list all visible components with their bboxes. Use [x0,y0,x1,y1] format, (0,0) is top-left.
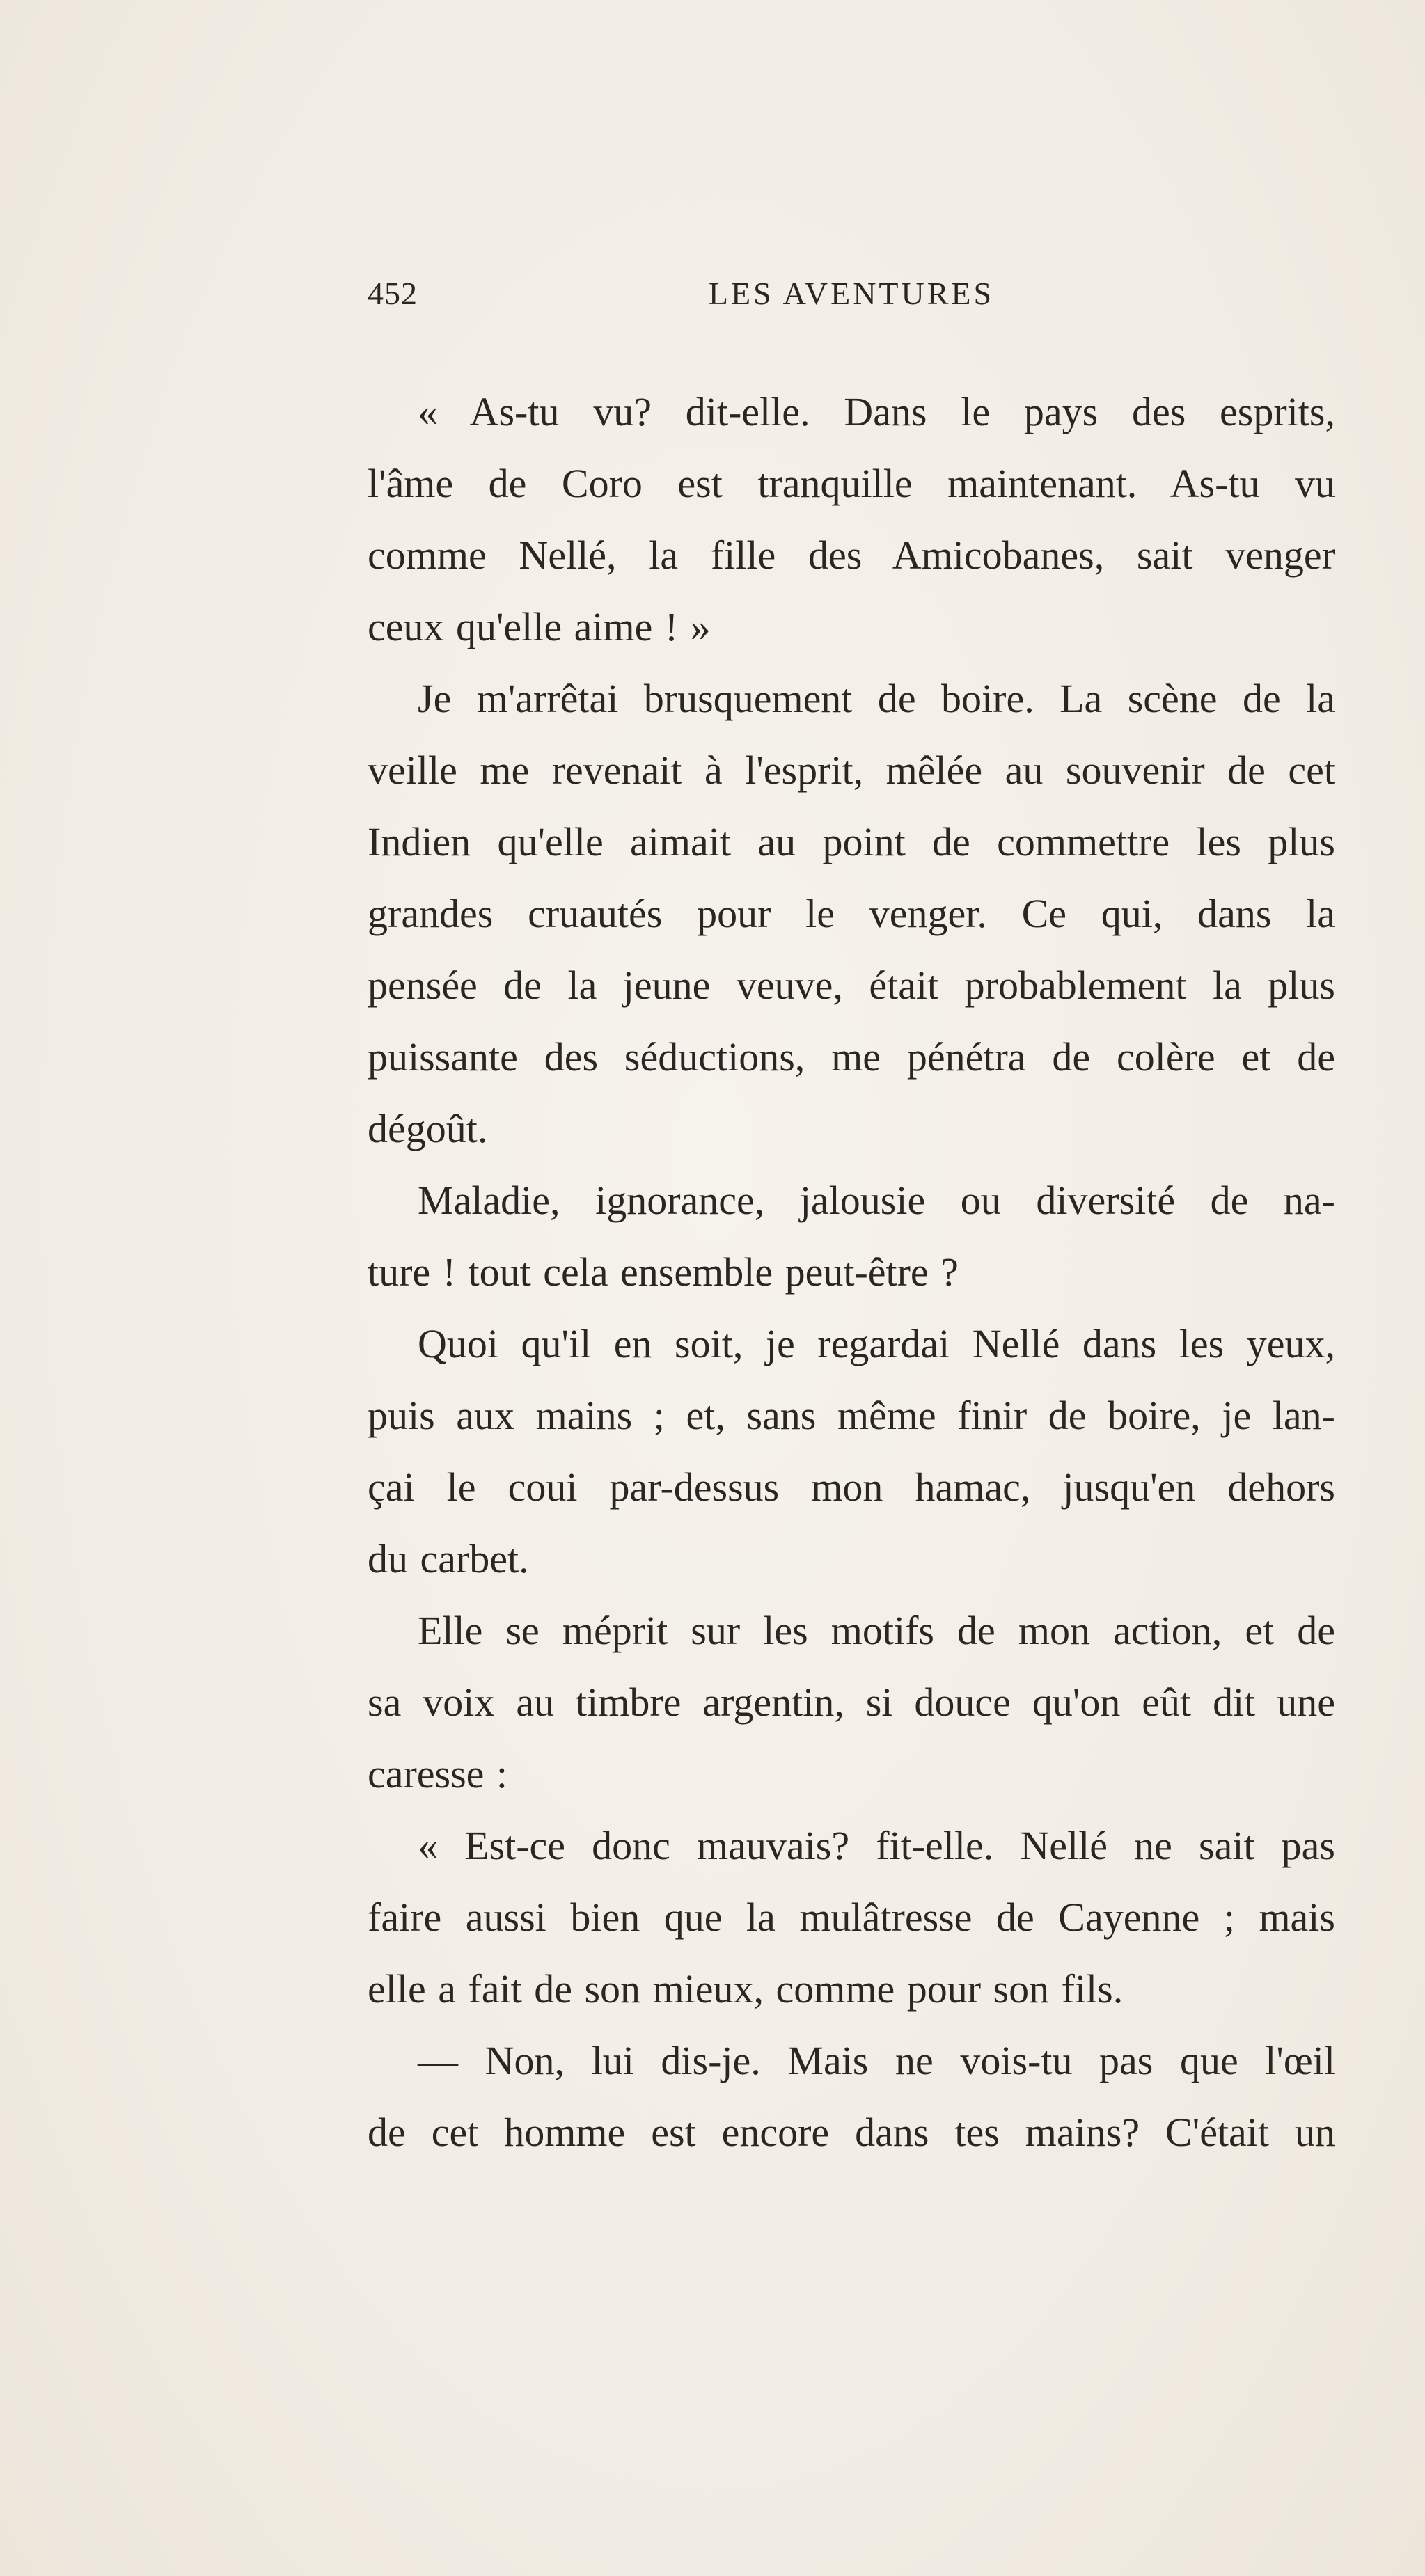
text-line: comme Nellé, la fille des Amicobanes, sait venger [368,532,1335,578]
text-line: — Non, lui dis-je. Mais ne vois-tu pas que l'œil [418,2038,1335,2083]
text-line: ceux qu'elle aime ! » [368,604,711,649]
text-line: Indien qu'elle aimait au point de commettre les plus [368,819,1335,864]
text-line: Quoi qu'il en soit, je regardai Nellé dans les yeux, [418,1321,1335,1366]
text-line: elle a fait de son mieux, comme pour son fils. [368,1966,1124,2012]
text-line: sa voix au timbre argentin, si douce qu'on eût dit une [368,1680,1335,1725]
running-title: LES AVENTURES [708,276,995,311]
running-header [368,275,1335,324]
text-line: ture ! tout cela ensemble peut-être ? [368,1249,959,1295]
text-line: puis aux mains ; et, sans même finir de boire, je lan- [368,1393,1335,1438]
text-line: faire aussi bien que la mulâtresse de Cayenne ; mais [368,1895,1335,1940]
text-line: Elle se méprit sur les motifs de mon action, et de [418,1608,1335,1653]
text-line: Je m'arrêtai brusquement de boire. La scène de la [418,676,1335,721]
text-line: Maladie, ignorance, jalousie ou diversité de na- [418,1178,1335,1223]
text-line: caresse : [368,1751,508,1796]
text-line: « Est-ce donc mauvais? fit-elle. Nellé ne sait pas [418,1823,1335,1868]
text-line: « As-tu vu? dit-elle. Dans le pays des esprits, [418,389,1335,434]
text-line: dégoût. [368,1106,488,1151]
text-line: du carbet. [368,1536,529,1581]
text-line: grandes cruautés pour le venger. Ce qui, dans la [368,891,1335,936]
text-line: pensée de la jeune veuve, était probablement la plus [368,963,1335,1008]
text-line: puissante des séductions, me pénétra de colère et de [368,1034,1335,1080]
text-line: çai le coui par-dessus mon hamac, jusqu'en dehors [368,1464,1335,1510]
body-text [368,376,1335,2168]
page-number: 452 [368,276,418,311]
text-line: l'âme de Coro est tranquille maintenant. As-tu vu [368,461,1335,506]
text-line: de cet homme est encore dans tes mains? C'était un [368,2110,1335,2155]
text-line: veille me revenait à l'esprit, mêlée au souvenir de cet [368,748,1335,793]
